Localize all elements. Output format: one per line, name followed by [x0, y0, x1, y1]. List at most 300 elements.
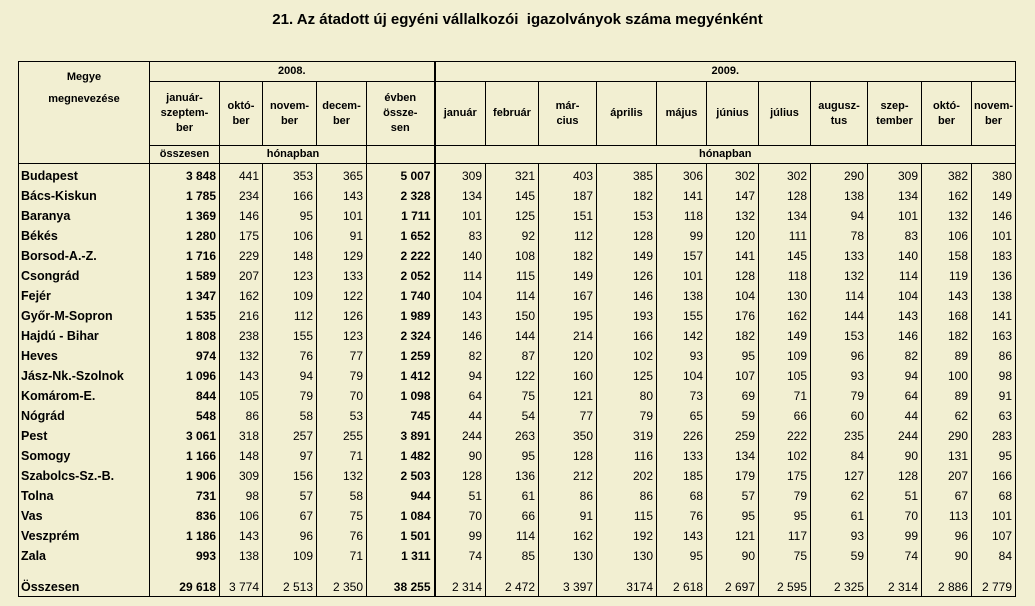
county-name: Győr-M-Sopron: [19, 306, 150, 326]
value-cell: 302: [759, 164, 811, 187]
value-cell: 86: [597, 486, 657, 506]
value-cell: 1 501: [367, 526, 435, 546]
value-cell: 1 989: [367, 306, 435, 326]
value-cell: 548: [150, 406, 220, 426]
value-cell: 175: [220, 226, 263, 246]
value-cell: 66: [759, 406, 811, 426]
value-cell: 68: [657, 486, 707, 506]
value-cell: 2 779: [972, 566, 1016, 597]
value-cell: 302: [707, 164, 759, 187]
value-cell: 321: [486, 164, 539, 187]
value-cell: 76: [317, 526, 367, 546]
value-cell: 127: [811, 466, 868, 486]
value-cell: 53: [317, 406, 367, 426]
value-cell: 134: [707, 446, 759, 466]
value-cell: 193: [597, 306, 657, 326]
value-cell: 86: [972, 346, 1016, 366]
value-cell: 99: [868, 526, 922, 546]
value-cell: 1 280: [150, 226, 220, 246]
value-cell: 121: [539, 386, 597, 406]
value-cell: 162: [759, 306, 811, 326]
value-cell: 162: [539, 526, 597, 546]
value-cell: 100: [922, 366, 972, 386]
value-cell: 101: [657, 266, 707, 286]
value-cell: 214: [539, 326, 597, 346]
county-name: Bács-Kiskun: [19, 186, 150, 206]
county-name: Nógrád: [19, 406, 150, 426]
value-cell: 104: [868, 286, 922, 306]
county-name: Csongrád: [19, 266, 150, 286]
value-cell: 2 595: [759, 566, 811, 597]
value-cell: 385: [597, 164, 657, 187]
value-cell: 125: [597, 366, 657, 386]
table-row: [19, 206, 1016, 226]
col-header-year-total: évben össze- sen: [367, 82, 435, 146]
value-cell: 68: [972, 486, 1016, 506]
value-cell: 118: [657, 206, 707, 226]
value-cell: 149: [972, 186, 1016, 206]
value-cell: 1 084: [367, 506, 435, 526]
value-cell: 306: [657, 164, 707, 187]
value-cell: 2 513: [263, 566, 317, 597]
value-cell: 1 785: [150, 186, 220, 206]
value-cell: 2 697: [707, 566, 759, 597]
value-cell: 96: [922, 526, 972, 546]
value-cell: 78: [811, 226, 868, 246]
table-row: [19, 226, 1016, 246]
county-name: Tolna: [19, 486, 150, 506]
value-cell: 71: [317, 446, 367, 466]
value-cell: 2 350: [317, 566, 367, 597]
value-cell: 82: [868, 346, 922, 366]
value-cell: 130: [597, 546, 657, 566]
value-cell: 106: [922, 226, 972, 246]
value-cell: 86: [220, 406, 263, 426]
value-cell: 132: [220, 346, 263, 366]
value-cell: 216: [220, 306, 263, 326]
col-header-2009-2: már- cius: [539, 82, 597, 146]
value-cell: 71: [759, 386, 811, 406]
value-cell: 195: [539, 306, 597, 326]
value-cell: 97: [263, 446, 317, 466]
value-cell: 44: [868, 406, 922, 426]
value-cell: 2 222: [367, 246, 435, 266]
county-name: Komárom-E.: [19, 386, 150, 406]
value-cell: 144: [486, 326, 539, 346]
value-cell: 113: [922, 506, 972, 526]
value-cell: 84: [972, 546, 1016, 566]
value-cell: 141: [972, 306, 1016, 326]
value-cell: 222: [759, 426, 811, 446]
value-cell: 166: [263, 186, 317, 206]
value-cell: 149: [539, 266, 597, 286]
unit-month-2008-label: hónapban: [220, 146, 367, 164]
value-cell: 118: [759, 266, 811, 286]
col-header-2009-5: június: [707, 82, 759, 146]
value-cell: 163: [972, 326, 1016, 346]
value-cell: 836: [150, 506, 220, 526]
year-2009-header: 2009.: [435, 62, 1016, 82]
value-cell: 95: [486, 446, 539, 466]
value-cell: 146: [220, 206, 263, 226]
value-cell: 155: [263, 326, 317, 346]
value-cell: 107: [972, 526, 1016, 546]
value-cell: 128: [868, 466, 922, 486]
table-row: [19, 446, 1016, 466]
value-cell: 77: [539, 406, 597, 426]
value-cell: 146: [868, 326, 922, 346]
value-cell: 64: [868, 386, 922, 406]
value-cell: 143: [657, 526, 707, 546]
value-cell: 105: [759, 366, 811, 386]
value-cell: 90: [435, 446, 486, 466]
value-cell: 143: [220, 366, 263, 386]
value-cell: 95: [707, 506, 759, 526]
value-cell: 131: [922, 446, 972, 466]
unit-year-total-cell: [367, 146, 435, 164]
value-cell: 182: [707, 326, 759, 346]
value-cell: 192: [597, 526, 657, 546]
value-cell: 160: [539, 366, 597, 386]
value-cell: 70: [317, 386, 367, 406]
value-cell: 207: [220, 266, 263, 286]
value-cell: 92: [486, 226, 539, 246]
value-cell: 745: [367, 406, 435, 426]
value-cell: 87: [486, 346, 539, 366]
value-cell: 143: [220, 526, 263, 546]
value-cell: 182: [597, 186, 657, 206]
county-name: Heves: [19, 346, 150, 366]
value-cell: 147: [707, 186, 759, 206]
value-cell: 157: [657, 246, 707, 266]
value-cell: 1 096: [150, 366, 220, 386]
unit-total-label: összesen: [150, 146, 220, 164]
value-cell: 102: [759, 446, 811, 466]
value-cell: 140: [435, 246, 486, 266]
value-cell: 59: [811, 546, 868, 566]
value-cell: 134: [435, 186, 486, 206]
value-cell: 138: [972, 286, 1016, 306]
value-cell: 59: [707, 406, 759, 426]
value-cell: 2 328: [367, 186, 435, 206]
value-cell: 3 397: [539, 566, 597, 597]
value-cell: 182: [922, 326, 972, 346]
value-cell: 141: [707, 246, 759, 266]
county-name: Somogy: [19, 446, 150, 466]
value-cell: 94: [263, 366, 317, 386]
value-cell: 1 716: [150, 246, 220, 266]
value-cell: 114: [868, 266, 922, 286]
value-cell: 77: [317, 346, 367, 366]
value-cell: 403: [539, 164, 597, 187]
value-cell: 60: [811, 406, 868, 426]
value-cell: 2 325: [811, 566, 868, 597]
value-cell: 74: [435, 546, 486, 566]
col-header-2009-9: októ- ber: [922, 82, 972, 146]
value-cell: 365: [317, 164, 367, 187]
value-cell: 132: [922, 206, 972, 226]
value-cell: 58: [317, 486, 367, 506]
value-cell: 104: [435, 286, 486, 306]
value-cell: 101: [868, 206, 922, 226]
col-header-2008-1: októ- ber: [220, 82, 263, 146]
value-cell: 95: [972, 446, 1016, 466]
value-cell: 101: [972, 226, 1016, 246]
value-cell: 143: [868, 306, 922, 326]
value-cell: 244: [435, 426, 486, 446]
table-row: [19, 366, 1016, 386]
value-cell: 143: [922, 286, 972, 306]
col-header-2008-3: decem- ber: [317, 82, 367, 146]
value-cell: 1 589: [150, 266, 220, 286]
value-cell: 153: [811, 326, 868, 346]
value-cell: 126: [317, 306, 367, 326]
value-cell: 1 482: [367, 446, 435, 466]
value-cell: 107: [707, 366, 759, 386]
value-cell: 84: [811, 446, 868, 466]
col-header-2009-7: augusz- tus: [811, 82, 868, 146]
value-cell: 112: [539, 226, 597, 246]
table-row: [19, 286, 1016, 306]
value-cell: 2 314: [435, 566, 486, 597]
value-cell: 167: [539, 286, 597, 306]
value-cell: 101: [972, 506, 1016, 526]
value-cell: 108: [486, 246, 539, 266]
table-row: [19, 266, 1016, 286]
value-cell: 128: [707, 266, 759, 286]
value-cell: 61: [811, 506, 868, 526]
value-cell: 119: [922, 266, 972, 286]
table-row: [19, 326, 1016, 346]
value-cell: 844: [150, 386, 220, 406]
value-cell: 90: [707, 546, 759, 566]
value-cell: 123: [317, 326, 367, 346]
value-cell: 1 259: [367, 346, 435, 366]
value-cell: 1 808: [150, 326, 220, 346]
county-name: Összesen: [19, 566, 150, 597]
value-cell: 69: [707, 386, 759, 406]
year-2008-header: 2008.: [150, 62, 435, 82]
value-cell: 1 711: [367, 206, 435, 226]
value-cell: 79: [759, 486, 811, 506]
value-cell: 3 891: [367, 426, 435, 446]
value-cell: 93: [657, 346, 707, 366]
county-name: Fejér: [19, 286, 150, 306]
value-cell: 149: [759, 326, 811, 346]
value-cell: 44: [435, 406, 486, 426]
value-cell: 75: [486, 386, 539, 406]
value-cell: 143: [435, 306, 486, 326]
value-cell: 319: [597, 426, 657, 446]
value-cell: 126: [597, 266, 657, 286]
value-cell: 148: [263, 246, 317, 266]
value-cell: 90: [922, 546, 972, 566]
value-cell: 79: [597, 406, 657, 426]
value-cell: 132: [811, 266, 868, 286]
value-cell: 150: [486, 306, 539, 326]
value-cell: 93: [811, 526, 868, 546]
value-cell: 132: [707, 206, 759, 226]
value-cell: 145: [759, 246, 811, 266]
value-cell: 263: [486, 426, 539, 446]
table-row: [19, 386, 1016, 406]
value-cell: 158: [922, 246, 972, 266]
value-cell: 122: [486, 366, 539, 386]
value-cell: 441: [220, 164, 263, 187]
value-cell: 104: [707, 286, 759, 306]
value-cell: 83: [868, 226, 922, 246]
value-cell: 226: [657, 426, 707, 446]
value-cell: 112: [263, 306, 317, 326]
value-cell: 185: [657, 466, 707, 486]
value-cell: 146: [972, 206, 1016, 226]
value-cell: 91: [317, 226, 367, 246]
col-header-2009-1: február: [486, 82, 539, 146]
value-cell: 29 618: [150, 566, 220, 597]
value-cell: 114: [435, 266, 486, 286]
value-cell: 104: [657, 366, 707, 386]
value-cell: 182: [539, 246, 597, 266]
value-cell: 183: [972, 246, 1016, 266]
county-header: [19, 62, 150, 164]
table-row: [19, 346, 1016, 366]
value-cell: 114: [811, 286, 868, 306]
data-table: [18, 61, 1016, 597]
value-cell: 229: [220, 246, 263, 266]
value-cell: 168: [922, 306, 972, 326]
value-cell: 1 652: [367, 226, 435, 246]
value-cell: 98: [220, 486, 263, 506]
value-cell: 89: [922, 346, 972, 366]
value-cell: 70: [435, 506, 486, 526]
value-cell: 75: [317, 506, 367, 526]
value-cell: 74: [868, 546, 922, 566]
value-cell: 2 886: [922, 566, 972, 597]
value-cell: 94: [868, 366, 922, 386]
value-cell: 235: [811, 426, 868, 446]
value-cell: 79: [317, 366, 367, 386]
value-cell: 96: [263, 526, 317, 546]
table-row: [19, 186, 1016, 206]
county-name: Békés: [19, 226, 150, 246]
value-cell: 125: [486, 206, 539, 226]
value-cell: 95: [707, 346, 759, 366]
value-cell: 3 061: [150, 426, 220, 446]
county-name: Szabolcs-Sz.-B.: [19, 466, 150, 486]
value-cell: 38 255: [367, 566, 435, 597]
value-cell: 85: [486, 546, 539, 566]
value-cell: 138: [220, 546, 263, 566]
value-cell: 2 472: [486, 566, 539, 597]
value-cell: 1 311: [367, 546, 435, 566]
value-cell: 121: [707, 526, 759, 546]
value-cell: 136: [486, 466, 539, 486]
value-cell: 120: [539, 346, 597, 366]
table-row: [19, 526, 1016, 546]
value-cell: 129: [317, 246, 367, 266]
value-cell: 73: [657, 386, 707, 406]
value-cell: 2 618: [657, 566, 707, 597]
value-cell: 54: [486, 406, 539, 426]
value-cell: 90: [868, 446, 922, 466]
value-cell: 134: [759, 206, 811, 226]
value-cell: 132: [317, 466, 367, 486]
value-cell: 95: [759, 506, 811, 526]
value-cell: 80: [597, 386, 657, 406]
value-cell: 1 412: [367, 366, 435, 386]
value-cell: 62: [811, 486, 868, 506]
value-cell: 101: [435, 206, 486, 226]
value-cell: 142: [657, 326, 707, 346]
total-row: [19, 566, 1016, 597]
value-cell: 117: [759, 526, 811, 546]
value-cell: 57: [263, 486, 317, 506]
value-cell: 1 166: [150, 446, 220, 466]
value-cell: 2 052: [367, 266, 435, 286]
county-name: Vas: [19, 506, 150, 526]
value-cell: 290: [922, 426, 972, 446]
value-cell: 974: [150, 346, 220, 366]
value-cell: 202: [597, 466, 657, 486]
table-row: [19, 306, 1016, 326]
table-row: [19, 246, 1016, 266]
value-cell: 731: [150, 486, 220, 506]
value-cell: 116: [597, 446, 657, 466]
value-cell: 1 906: [150, 466, 220, 486]
value-cell: 134: [868, 186, 922, 206]
value-cell: 140: [868, 246, 922, 266]
value-cell: 109: [263, 546, 317, 566]
value-cell: 156: [263, 466, 317, 486]
value-cell: 1 740: [367, 286, 435, 306]
value-cell: 94: [435, 366, 486, 386]
value-cell: 3174: [597, 566, 657, 597]
value-cell: 58: [263, 406, 317, 426]
value-cell: 51: [868, 486, 922, 506]
value-cell: 79: [811, 386, 868, 406]
value-cell: 111: [759, 226, 811, 246]
value-cell: 76: [657, 506, 707, 526]
value-cell: 353: [263, 164, 317, 187]
value-cell: 95: [263, 206, 317, 226]
county-name: Veszprém: [19, 526, 150, 546]
value-cell: 83: [435, 226, 486, 246]
value-cell: 138: [811, 186, 868, 206]
value-cell: 128: [435, 466, 486, 486]
county-name: Budapest: [19, 164, 150, 187]
value-cell: 66: [486, 506, 539, 526]
value-cell: 141: [657, 186, 707, 206]
value-cell: 244: [868, 426, 922, 446]
value-cell: 130: [539, 546, 597, 566]
value-cell: 62: [922, 406, 972, 426]
unit-month-2009-label: hónapban: [435, 146, 1016, 164]
value-cell: 166: [972, 466, 1016, 486]
value-cell: 155: [657, 306, 707, 326]
col-header-2009-8: szep- tember: [868, 82, 922, 146]
value-cell: 148: [220, 446, 263, 466]
page-title: 21. Az átadott új egyéni vállalkozói igazolványok száma megyénként: [272, 11, 763, 28]
value-cell: 1 535: [150, 306, 220, 326]
col-header-2009-3: április: [597, 82, 657, 146]
county-name: Borsod-A.-Z.: [19, 246, 150, 266]
value-cell: 153: [597, 206, 657, 226]
value-cell: 114: [486, 526, 539, 546]
value-cell: 67: [263, 506, 317, 526]
value-cell: 5 007: [367, 164, 435, 187]
value-cell: 71: [317, 546, 367, 566]
value-cell: 350: [539, 426, 597, 446]
